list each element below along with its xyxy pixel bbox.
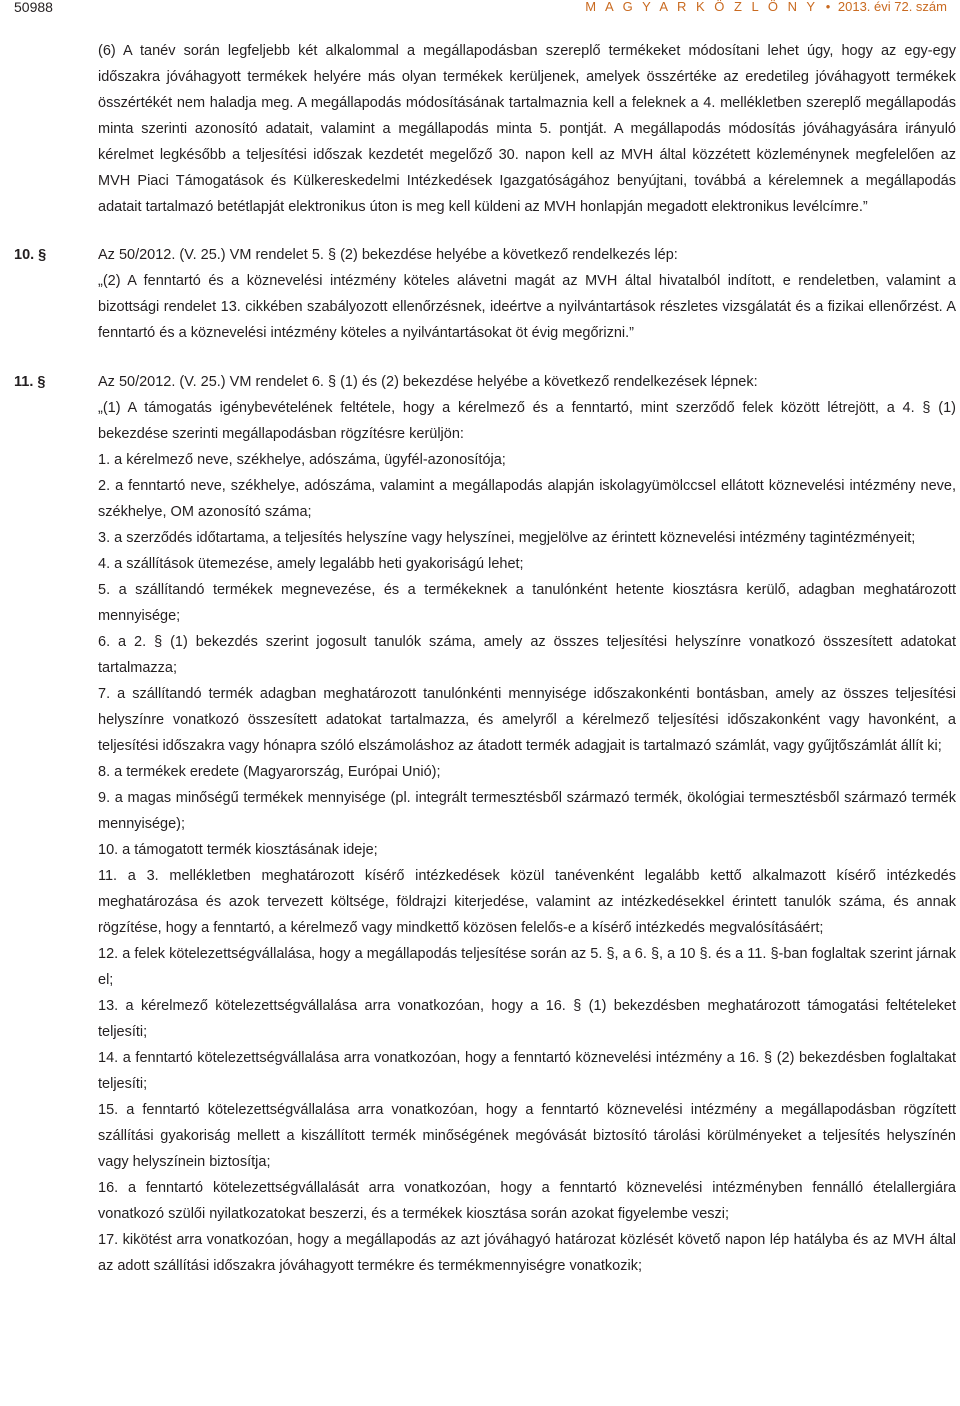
journal-masthead bbox=[585, 0, 947, 14]
page-number: 50988 bbox=[14, 0, 53, 15]
list-item: 12. a felek kötelezettségvállalása, hogy a megállapodás teljesítése során az 5. §, a 6. §, a 10 §. és a 11. §-ban foglaltak szerint járnak el; bbox=[98, 946, 956, 988]
document-body bbox=[0, 38, 960, 1279]
list-item: 7. a szállítandó termék adagban meghatározott tanulónkénti mennyisége időszakonkénti bontásban, amely az összes teljesítési helyszínre vonatkozó összesített adatokat tartalmazza, és amelyről a kérelmező teljesítési időszakonként vagy havonként, a teljesítési időszakra vagy hónapra szóló elszámoláshoz az átadott termék adagjait is tartalmazó számlát, vagy gyűjtőszámlát állít ki; bbox=[98, 686, 956, 754]
list-item: 3. a szerződés időtartama, a teljesítés helyszíne vagy helyszínei, megjelölve az érintett köznevelési intézmény tagintézményeit; bbox=[98, 530, 916, 546]
section-number: 10. § bbox=[14, 247, 47, 263]
list-item: 16. a fenntartó kötelezettségvállalását arra vonatkozóan, hogy a fenntartó köznevelési intézményben fennálló ételallergiára vonatkozó szülői nyilatkozatokat beszerzi, és a termékek kiosztása során azokat figyelembe veszi; bbox=[98, 1180, 956, 1222]
section-number: 11. § bbox=[14, 374, 46, 390]
section-heading: Az 50/2012. (V. 25.) VM rendelet 5. § (2) bekezdése helyébe a következő rendelkezés lép: bbox=[98, 247, 678, 263]
section-paragraph: „(2) A fenntartó és a köznevelési intézmény köteles alávetni magát az MVH által hivatalból indított, e rendeletben, valamint a bizottsági rendelet 13. cikkében szabályozott ellenőrzésnek, ideértve a nyilvántartások részletes vizsgálatát és a fizikai ellenőrzést. A fenntartó és a köznevelési intézmény köteles a nyilvántartásokat öt évig megőrizni.” bbox=[98, 273, 956, 341]
list-item: 13. a kérelmező kötelezettségvállalása arra vonatkozóan, hogy a 16. § (1) bekezdésben meghatározott támogatási feltételeket teljesíti; bbox=[98, 998, 956, 1040]
list-item: 8. a termékek eredete (Magyarország, Európai Unió); bbox=[98, 764, 441, 780]
list-item: 10. a támogatott termék kiosztásának ideje; bbox=[98, 842, 378, 858]
section-heading: Az 50/2012. (V. 25.) VM rendelet 6. § (1) és (2) bekezdése helyébe a következő rendelkezések lépnek: bbox=[98, 374, 758, 390]
intro-paragraph: (6) A tanév során legfeljebb két alkalommal a megállapodásban szereplő termékeket módosítani lehet úgy, hogy az egy-egy időszakra jóváhagyott termékek helyére más olyan termékek kerüljenek, amelyek összértéke az eredetileg jóváhagyott termékek összértékét nem haladja meg. A megállapodás módosításának tartalmaznia kell a feleknek a 4. mellékletben szereplő megállapodás minta szerinti azonosító adatait, valamint a megállapodás minta 5. pontját. A megállapodás módosítás jóváhagyására irányuló kérelmet legkésőbb a teljesítési időszak kezdetét megelőző 30. napon kell az MVH által közzétett közleménynek megfelelően az MVH Piaci Támogatások és Külkereskedelmi Intézkedések Igazgatóságához benyújtani, továbbá a kérelemnek a megállapodás adatait tartalmazó betétlapját elektronikus úton is meg kell küldeni az MVH honlapján megadott elektronikus levélcímre.” bbox=[98, 43, 956, 215]
section-paragraph: „(1) A támogatás igénybevételének feltétele, hogy a kérelmező és a fenntartó, mint szerződő felek között létrejött, a 4. § (1) bekezdése szerinti megállapodásban rögzítésre kerüljön: bbox=[98, 400, 956, 442]
list-item: 14. a fenntartó kötelezettségvállalása arra vonatkozóan, hogy a fenntartó köznevelési intézmény a 16. § (2) bekezdésben foglaltakat teljesíti; bbox=[98, 1050, 956, 1092]
separator-dot: • bbox=[825, 0, 831, 14]
list-item: 2. a fenntartó neve, székhelye, adószáma, valamint a megállapodás alapján iskolagyümölccsel ellátott köznevelési intézmény neve, székhelye, OM azonosító száma; bbox=[98, 478, 956, 520]
page-header bbox=[0, 0, 960, 22]
section-10 bbox=[0, 242, 960, 346]
section-11 bbox=[0, 369, 960, 1279]
issue-label: 2013. évi 72. szám bbox=[837, 0, 947, 14]
list-item: 1. a kérelmező neve, székhelye, adószáma, ügyfél-azonosítója; bbox=[98, 452, 506, 468]
list-item: 11. a 3. mellékletben meghatározott kísérő intézkedések közül tanévenként legalább kettő alkalmazott kísérő intézkedés meghatározása és azok tervezett költsége, földrajzi kiterjedése, valamint az intézkedésekkel érintett tanulók száma, és annak rögzítése, hogy a fenntartó, a kérelmező vagy mindkettő közösen felelős-e a kísérő intézkedés megvalósításáért; bbox=[98, 868, 956, 936]
list-item: 6. a 2. § (1) bekezdés szerint jogosult tanulók száma, amely az összes teljesítési helyszínre vonatkozó összesített adatokat tartalmazza; bbox=[98, 634, 956, 676]
list-item: 17. kikötést arra vonatkozóan, hogy a megállapodás az azt jóváhagyó határozat közlését követő napon lép hatályba és az MVH által az adott szállítási időszakra jóváhagyott termékre és termékmennyiségre vonatkozik; bbox=[98, 1232, 956, 1274]
list-item: 4. a szállítások ütemezése, amely legalább heti gyakoriságú lehet; bbox=[98, 556, 524, 572]
list-item: 15. a fenntartó kötelezettségvállalása arra vonatkozóan, hogy a fenntartó köznevelési intézmény a megállapodásban rögzített szállítási gyakoriság mellett a kiszállított termék minőségének megóvását biztosító tárolási körülményeket a teljesítés helyszínén vagy helyszínein biztosítja; bbox=[98, 1102, 956, 1170]
list-item: 5. a szállítandó termékek megnevezése, és a termékeknek a tanulónként hetente kiosztásra kerülő, adagban meghatározott mennyisége; bbox=[98, 582, 956, 624]
journal-name: M A G Y A R K Ö Z L Ö N Y bbox=[585, 0, 819, 14]
list-item: 9. a magas minőségű termékek mennyisége (pl. integrált termesztésből származó termék, ökológiai termesztésből származó termék mennyisége); bbox=[98, 790, 956, 832]
intro-block bbox=[0, 38, 960, 220]
